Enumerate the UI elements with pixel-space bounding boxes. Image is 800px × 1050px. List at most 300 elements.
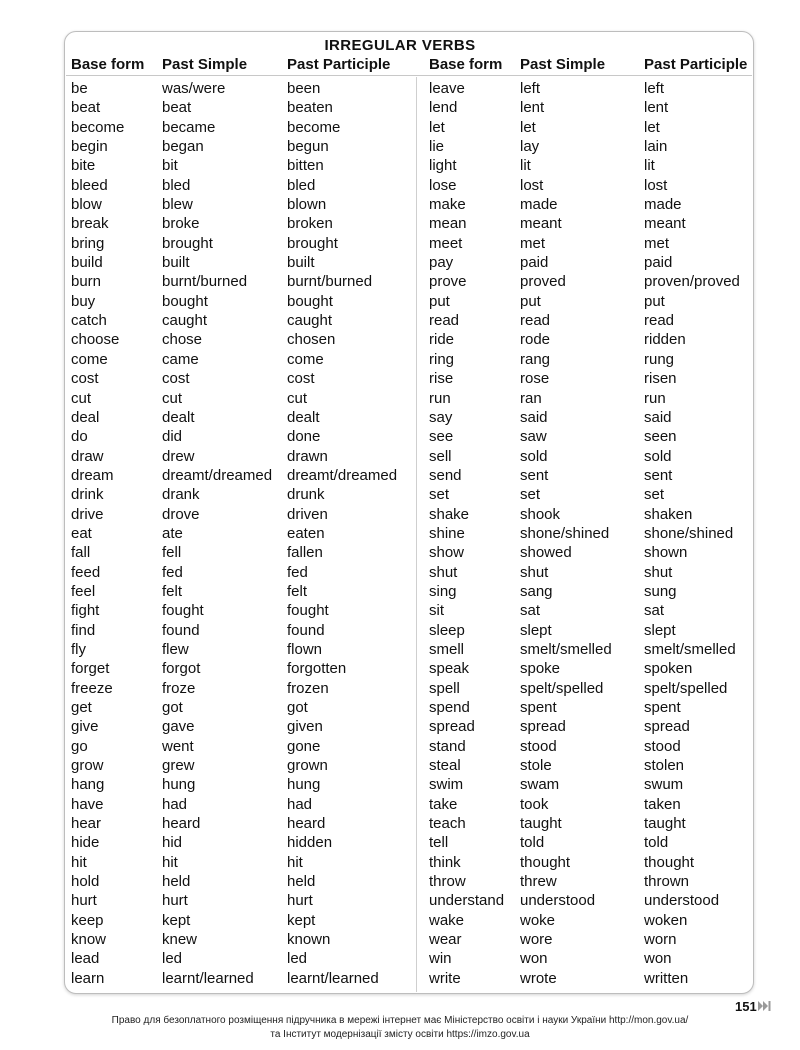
table-cell: lead [71, 950, 100, 968]
table-cell: bitten [287, 157, 324, 175]
table-cell: shine [429, 524, 465, 542]
table-cell: spread [429, 718, 475, 736]
table-cell: rung [644, 350, 675, 368]
table-cell: left [644, 80, 665, 97]
table-cell: shone/shined [520, 524, 610, 542]
table-cell: fought [287, 602, 329, 620]
table-cell: go [71, 737, 88, 755]
table-cell: understood [520, 892, 596, 910]
table-cell: swum [644, 776, 684, 794]
header-past-simple-left: Past Simple [162, 56, 248, 73]
table-cell: spread [520, 718, 566, 736]
table-cell: take [429, 795, 458, 813]
table-cell: be [71, 80, 88, 97]
column-past-participle-right [644, 79, 740, 988]
table-cell: stood [520, 737, 557, 755]
next-page-arrow-icon [758, 1001, 771, 1011]
table-cell: burn [71, 273, 102, 291]
table-cell: fallen [287, 544, 323, 562]
table-cell: bled [162, 176, 191, 194]
table-cell: told [520, 834, 545, 852]
table-cell: fly [71, 640, 86, 658]
column-past-simple-left [162, 79, 272, 988]
table-cell: drove [162, 505, 200, 523]
table-cell: blew [162, 196, 193, 214]
table-cell: know [71, 931, 107, 949]
header-divider [66, 75, 752, 76]
table-cell: flew [162, 640, 189, 658]
table-cell: lend [429, 99, 458, 117]
column-divider [416, 77, 417, 992]
table-cell: hang [71, 776, 105, 794]
table-cell: built [162, 254, 190, 272]
table-cell: began [162, 138, 204, 156]
table-cell: do [71, 428, 88, 446]
table-cell: set [520, 486, 541, 504]
table-cell: choose [71, 331, 120, 349]
table-cell: forget [71, 660, 110, 678]
table-cell: driven [287, 505, 328, 523]
table-cell: sent [644, 466, 673, 484]
table-cell: knew [162, 931, 198, 949]
table-cell: bought [287, 292, 333, 310]
table-cell: put [520, 292, 541, 310]
header-past-participle-left: Past Participle [287, 56, 391, 73]
table-cell: lent [520, 99, 545, 117]
table-cell: beaten [287, 99, 333, 117]
table-cell: stand [429, 737, 466, 755]
table-cell: seen [644, 428, 677, 446]
table-cell: left [520, 80, 541, 97]
table-cell: written [644, 969, 689, 987]
table-cell: lay [520, 138, 540, 156]
table-cell: shut [429, 563, 458, 581]
table-cell: learn [71, 969, 105, 987]
page-title: IRREGULAR VERBS [324, 37, 476, 54]
table-cell: became [162, 118, 216, 136]
table-cell: hurt [287, 892, 313, 910]
table-cell: shown [644, 544, 688, 562]
table-cell: showed [520, 544, 572, 562]
table-cell: light [429, 157, 457, 175]
table-cell: sung [644, 582, 677, 600]
table-cell: cut [287, 389, 308, 407]
table-cell: wrote [520, 969, 557, 987]
table-cell: drink [71, 486, 104, 504]
table-cell: got [162, 699, 183, 716]
table-cell: dream [71, 466, 114, 484]
header-past-participle-right: Past Participle [644, 56, 748, 73]
table-cell: read [429, 312, 460, 330]
table-cell: drawn [287, 447, 328, 465]
table-cell: risen [644, 370, 677, 388]
table-cell: spread [644, 718, 690, 736]
table-cell: cost [287, 370, 315, 388]
table-cell: gone [287, 737, 321, 755]
table-cell: proved [520, 273, 566, 291]
table-cell: thrown [644, 873, 690, 891]
table-cell: shake [429, 505, 470, 523]
table-cell: came [162, 350, 199, 368]
table-cell: tell [429, 834, 449, 852]
table-cell: kept [287, 911, 316, 929]
table-cell: prove [429, 273, 467, 291]
table-cell: have [71, 795, 104, 813]
table-cell: went [162, 737, 194, 755]
table-cell: hidden [287, 834, 333, 852]
table-cell: said [520, 408, 548, 426]
table-cell: dealt [162, 408, 195, 426]
table-cell: spell [429, 679, 460, 697]
table-cell: cut [71, 389, 92, 407]
table-cell: cut [162, 389, 183, 407]
table-cell: become [71, 118, 125, 136]
table-cell: shut [520, 563, 549, 581]
table-cell: buy [71, 292, 96, 310]
table-cell: ring [429, 350, 455, 368]
table-cell: frozen [287, 679, 329, 697]
table-cell: held [162, 873, 191, 891]
table-cell: drank [162, 486, 200, 504]
table-cell: forgotten [287, 660, 347, 678]
column-base-form-right [429, 79, 504, 988]
table-cell: let [429, 118, 445, 136]
table-cell: let [520, 118, 536, 136]
table-cell: had [287, 795, 313, 813]
table-cell: come [71, 350, 108, 368]
table-cell: paid [644, 254, 673, 272]
table-cell: lie [429, 138, 445, 156]
table-cell: say [429, 408, 453, 426]
table-cell: burnt/burned [287, 273, 373, 291]
table-cell: got [287, 699, 308, 716]
table-cell: flown [287, 640, 323, 658]
table-cell: lost [520, 176, 544, 194]
table-cell: hurt [162, 892, 188, 910]
table-cell: sang [520, 582, 553, 600]
table-cell: steal [429, 757, 461, 775]
table-cell: eat [71, 524, 92, 542]
table-cell: fought [162, 602, 204, 620]
table-cell: read [520, 312, 551, 330]
table-cell: met [644, 234, 670, 252]
table-cell: fed [287, 563, 308, 581]
table-cell: sat [644, 602, 665, 620]
table-cell: woken [644, 911, 688, 929]
table-cell: sell [429, 447, 452, 465]
table-cell: dealt [287, 408, 320, 426]
table-cell: sat [520, 602, 541, 620]
footer-copyright [0, 1014, 800, 1042]
table-cell: beat [162, 99, 192, 117]
table-cell: break [71, 215, 109, 233]
table-cell: put [644, 292, 665, 310]
table-cell: caught [287, 312, 333, 330]
table-cell: put [429, 292, 450, 310]
table-cell: begun [287, 138, 329, 156]
table-cell: ridden [644, 331, 686, 349]
table-cell: hit [162, 853, 178, 871]
table-cell: read [644, 312, 675, 330]
table-cell: shook [520, 505, 561, 523]
table-cell: spelt/spelled [520, 679, 604, 697]
table-cell: smelt/smelled [644, 640, 736, 658]
table-cell: fell [162, 544, 182, 562]
table-cell: sent [520, 466, 549, 484]
table-cell: burnt/burned [162, 273, 248, 291]
table-cell: find [71, 621, 96, 639]
table-cell: led [162, 950, 183, 968]
table-cell: keep [71, 911, 104, 929]
column-past-participle-left [287, 79, 397, 988]
table-cell: froze [162, 679, 196, 697]
table-cell: bleed [71, 176, 108, 194]
table-cell: been [287, 80, 321, 97]
table-cell: sleep [429, 621, 465, 639]
table-cell: hurt [71, 892, 97, 910]
table-cell: leave [429, 80, 465, 97]
table-cell: bit [162, 157, 178, 175]
table-cell: grown [287, 757, 328, 775]
table-cell: rise [429, 370, 454, 388]
table-cell: feel [71, 582, 96, 600]
table-cell: took [520, 795, 549, 813]
table-cell: feed [71, 563, 101, 581]
page-number: 151 [735, 999, 757, 1014]
table-cell: brought [287, 234, 338, 252]
column-past-simple-right [520, 79, 612, 988]
table-cell: come [287, 350, 324, 368]
table-cell: hold [71, 873, 100, 891]
table-cell: meant [644, 215, 686, 233]
table-cell: hung [162, 776, 196, 794]
table-cell: caught [162, 312, 208, 330]
table-cell: begin [71, 138, 108, 156]
table-cell: hear [71, 815, 102, 833]
table-cell: taken [644, 795, 681, 813]
table-cell: shut [644, 563, 673, 581]
table-cell: broke [162, 215, 200, 233]
table-cell: lost [644, 176, 668, 194]
table-cell: wore [520, 931, 553, 949]
table-cell: teach [429, 815, 466, 833]
table-cell: gave [162, 718, 195, 736]
table-cell: hide [71, 834, 100, 852]
table-cell: bite [71, 157, 96, 175]
table-cell: hit [71, 853, 87, 871]
table-cell: spent [520, 699, 557, 716]
table-cell: meant [520, 215, 562, 233]
table-cell: drunk [287, 486, 325, 504]
table-cell: rose [520, 370, 550, 388]
table-cell: taught [520, 815, 562, 833]
table-cell: shaken [644, 505, 693, 523]
table-cell: throw [429, 873, 466, 891]
table-cell: drew [162, 447, 195, 465]
footer-line-2: та Інститут модернізації змісту освіти https://imzo.gov.ua [270, 1029, 530, 1040]
table-cell: paid [520, 254, 549, 272]
table-cell: bought [162, 292, 208, 310]
table-cell: dreamt/dreamed [287, 466, 398, 484]
table-cell: made [644, 196, 682, 214]
header-base-form-left: Base form [71, 56, 145, 73]
table-cell: stole [520, 757, 552, 775]
table-cell: deal [71, 408, 100, 426]
table-cell: learnt/learned [287, 969, 379, 987]
table-cell: bring [71, 234, 105, 252]
table-cell: fight [71, 602, 100, 620]
table-cell: smell [429, 640, 465, 658]
table-cell: show [429, 544, 465, 562]
table-cell: stolen [644, 757, 685, 775]
table-cell: lit [520, 157, 531, 175]
table-cell: thought [520, 853, 571, 871]
table-cell: taught [644, 815, 686, 833]
table-cell: wear [429, 931, 462, 949]
table-cell: lain [644, 138, 668, 156]
table-cell: swim [429, 776, 464, 794]
table-cell: swam [520, 776, 560, 794]
table-cell: slept [644, 621, 676, 639]
table-cell: lit [644, 157, 655, 175]
header-past-simple-right: Past Simple [520, 56, 606, 73]
table-cell: sold [520, 447, 548, 465]
table-cell: held [287, 873, 316, 891]
table-cell: rang [520, 350, 551, 368]
table-cell: did [162, 428, 183, 446]
table-cell: lent [644, 99, 669, 117]
table-cell: understand [429, 892, 505, 910]
table-cell: cost [162, 370, 190, 388]
table-cell: spoken [644, 660, 693, 678]
table-cell: lose [429, 176, 457, 194]
table-cell: kept [162, 911, 191, 929]
table-cell: spelt/spelled [644, 679, 728, 697]
table-cell: grow [71, 757, 104, 775]
table-cell: dreamt/dreamed [162, 466, 273, 484]
table-cell: become [287, 118, 341, 136]
table-cell: learnt/learned [162, 969, 254, 987]
table-cell: rode [520, 331, 551, 349]
table-cell: spend [429, 699, 470, 716]
table-cell: fed [162, 563, 183, 581]
table-cell: understood [644, 892, 720, 910]
table-cell: found [287, 621, 325, 639]
table-cell: win [429, 950, 452, 968]
table-cell: told [644, 834, 669, 852]
table-cell: speak [429, 660, 470, 678]
table-cell: grew [162, 757, 195, 775]
table-cell: ate [162, 524, 183, 542]
table-cell: send [429, 466, 462, 484]
table-cell: pay [429, 254, 454, 272]
table-cell: felt [287, 582, 308, 600]
table-cell: thought [644, 853, 695, 871]
table-cell: give [71, 718, 99, 736]
header-base-form-right: Base form [429, 56, 503, 73]
table-cell: led [287, 950, 308, 968]
table-cell: found [162, 621, 200, 639]
table-cell: ride [429, 331, 455, 349]
table-cell: slept [520, 621, 552, 639]
table-cell: worn [644, 931, 677, 949]
table-cell: won [644, 950, 672, 968]
table-cell: given [287, 718, 323, 736]
table-cell: run [644, 389, 666, 407]
table-cell: sit [429, 602, 444, 620]
table-cell: set [644, 486, 665, 504]
table-cell: said [644, 408, 672, 426]
table-cell: catch [71, 312, 107, 330]
table-cell: chose [162, 331, 203, 349]
table-cell: felt [162, 582, 183, 600]
table-cell: was/were [162, 80, 226, 97]
table-cell: hit [287, 853, 303, 871]
table-cell: brought [162, 234, 213, 252]
table-cell: had [162, 795, 188, 813]
table-cell: sing [429, 582, 457, 600]
table-cell: see [429, 428, 454, 446]
table-cell: set [429, 486, 450, 504]
table-cell: bled [287, 176, 316, 194]
table-cell: get [71, 699, 92, 716]
table-cell: fall [71, 544, 91, 562]
table-cell: sold [644, 447, 672, 465]
table-cell: known [287, 931, 331, 949]
table-cell: broken [287, 215, 333, 233]
table-cell: proven/proved [644, 273, 740, 291]
table-cell: blow [71, 196, 102, 214]
table-cell: hid [162, 834, 183, 852]
table-cell: heard [287, 815, 326, 833]
table-cell: eaten [287, 524, 325, 542]
table-cell: wake [429, 911, 465, 929]
table-cell: write [429, 969, 461, 987]
table-cell: made [520, 196, 558, 214]
table-cell: freeze [71, 679, 113, 697]
table-cell: met [520, 234, 546, 252]
table-cell: threw [520, 873, 557, 891]
table-cell: meet [429, 234, 463, 252]
table-cell: let [644, 118, 660, 136]
footer-line-1: Право для безоплатного розміщення підручника в мережі інтернет має Міністерство освіти і науки України http://mon.gov.ua/ [111, 1015, 689, 1026]
table-cell: shone/shined [644, 524, 734, 542]
table-cell: ran [520, 389, 542, 407]
table-cell: chosen [287, 331, 336, 349]
table-cell: forgot [162, 660, 201, 678]
table-cell: blown [287, 196, 327, 214]
table-cell: mean [429, 215, 467, 233]
table-cell: drive [71, 505, 104, 523]
table-cell: run [429, 389, 451, 407]
table-cell: think [429, 853, 461, 871]
table-cell: make [429, 196, 466, 214]
table-cell: build [71, 254, 103, 272]
table-cell: spoke [520, 660, 561, 678]
table-cell: heard [162, 815, 201, 833]
table-cell: saw [520, 428, 547, 446]
table-cell: spent [644, 699, 681, 716]
table-cell: hung [287, 776, 321, 794]
table-cell: built [287, 254, 315, 272]
table-cell: draw [71, 447, 104, 465]
column-base-form-left [71, 79, 124, 988]
table-cell: beat [71, 99, 101, 117]
table-cell: won [520, 950, 548, 968]
table-cell: woke [520, 911, 556, 929]
table-cell: cost [71, 370, 99, 388]
table-cell: smelt/smelled [520, 640, 612, 658]
